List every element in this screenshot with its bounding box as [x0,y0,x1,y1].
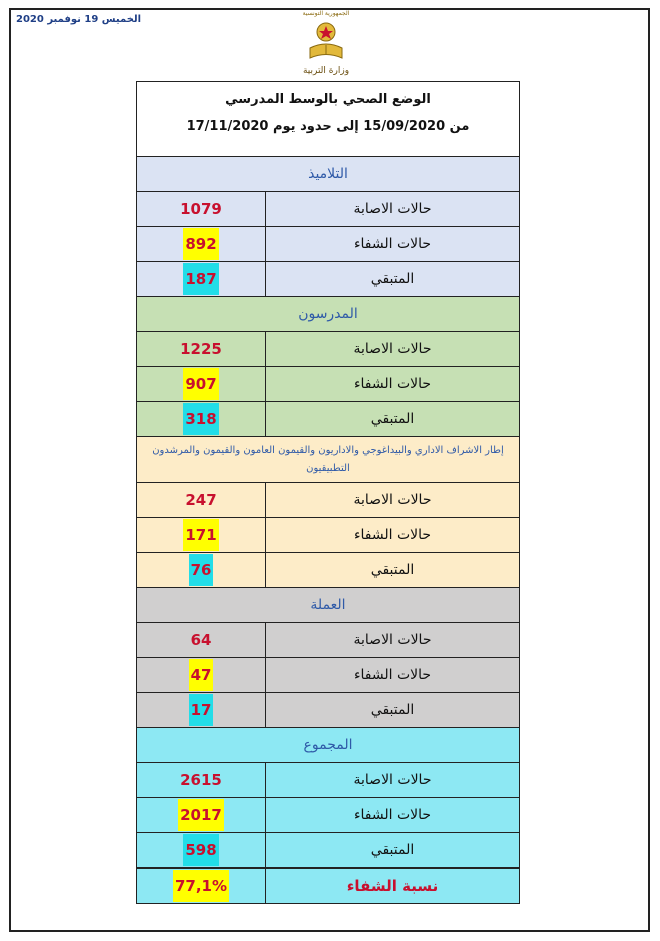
recovered-value [137,227,266,261]
recovered-label: حالات الشفاء [353,807,432,823]
ministry-emblem-icon [306,18,346,62]
infected-label: حالات الاصابة [353,772,432,788]
table-row [137,192,519,227]
value-text: 907 [183,368,218,400]
remaining-value [137,553,266,587]
remaining-label: المتبقي [370,702,415,718]
table-row [137,227,519,262]
infected-value [137,332,266,366]
recovery-rate-label: نسبة الشفاء [346,877,439,895]
logo-top-text: الجمهورية التونسية [302,10,350,17]
infected-value [137,763,266,797]
section-title: إطار الاشراف الاداري والبيداغوجي والاداريون والقيمون العامون والقيمون والمرشدون التطبيقيون [137,437,519,483]
table-row [137,623,519,658]
infected-value [137,192,266,226]
table-row [137,763,519,798]
recovered-value [137,658,266,692]
value-text: 187 [183,263,218,295]
recovered-value [137,367,266,401]
value-text: 2615 [180,771,222,789]
table-title [137,82,519,157]
table-row [137,262,519,296]
remaining-label: المتبقي [370,271,415,287]
recovery-rate-value [137,869,266,903]
value-text: 77,1% [173,870,229,902]
table-row [137,798,519,833]
recovered-value [137,798,266,832]
table-row [137,402,519,436]
remaining-label: المتبقي [370,411,415,427]
infected-label: حالات الاصابة [353,632,432,648]
infected-label: حالات الاصابة [353,492,432,508]
value-text: 247 [185,491,217,509]
value-text: 598 [183,834,218,866]
section-title: العملة [137,588,519,623]
recovered-value [137,518,266,552]
table-row [137,693,519,727]
title-line-1: الوضع الصحي بالوسط المدرسي [225,92,431,107]
title-line-2: من 15/09/2020 إلى حدود يوم 17/11/2020 [186,119,470,134]
section-workers [137,587,519,727]
remaining-value [137,262,266,296]
infected-value [137,623,266,657]
value-text: 64 [190,631,212,649]
infected-label: حالات الاصابة [353,201,432,217]
recovered-label: حالات الشفاء [353,667,432,683]
table-row [137,367,519,402]
section-teachers [137,296,519,436]
section-title: المجموع [137,728,519,763]
health-status-table [136,81,520,904]
value-text: 47 [189,659,214,691]
table-row [137,658,519,693]
recovered-label: حالات الشفاء [353,527,432,543]
remaining-value [137,833,266,867]
table-row [137,833,519,868]
recovery-rate-row [137,868,519,903]
recovered-label: حالات الشفاء [353,236,432,252]
remaining-value [137,402,266,436]
section-total [137,727,519,903]
section-students [137,157,519,296]
value-text: 1225 [180,340,222,358]
value-text: 1079 [180,200,222,218]
infected-value [137,483,266,517]
value-text: 17 [189,694,214,726]
value-text: 892 [183,228,218,260]
recovered-label: حالات الشفاء [353,376,432,392]
value-text: 2017 [178,799,224,831]
infected-label: حالات الاصابة [353,341,432,357]
remaining-label: المتبقي [370,562,415,578]
section-title: التلاميذ [137,157,519,192]
table-row [137,483,519,518]
section-staff [137,436,519,587]
remaining-label: المتبقي [370,842,415,858]
remaining-value [137,693,266,727]
section-title: المدرسون [137,297,519,332]
table-row [137,553,519,587]
logo-bottom-text: وزارة التربية [302,66,350,76]
ministry-logo [296,10,356,80]
table-row [137,332,519,367]
table-row [137,518,519,553]
value-text: 318 [183,403,218,435]
date-label: الخميس 19 نوفمبر 2020 [16,14,142,25]
value-text: 171 [183,519,218,551]
value-text: 76 [189,554,214,586]
